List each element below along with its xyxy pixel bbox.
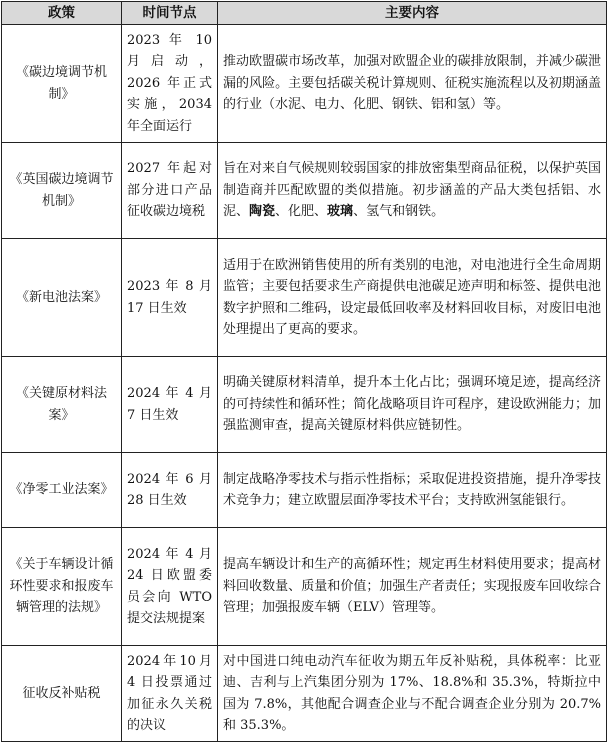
bold-term-ceramics: 陶瓷 (249, 204, 276, 220)
policy-cell: 《关于车辆设计循环性要求和报废车辆管理的法规》 (2, 528, 122, 646)
table-row (2, 528, 607, 646)
header-row (2, 2, 607, 25)
header-time: 时间节点 (122, 2, 218, 25)
content-cell: 适用于在欧洲销售使用的所有类别的电池，对电池进行全生命周期监管；主要包括要求生产商提供电池碳足迹声明和标签、提供电池数字护照和二维码，设定最低回收率及材料回收目标，对废旧电池处理提出了更高的要求。 (218, 239, 607, 357)
content-cell: 推动欧盟碳市场改革，加强对欧盟企业的碳排放限制，并减少碳泄漏的风险。主要包括碳关税计算规则、征税实施流程以及初期涵盖的行业（水泥、电力、化肥、钢铁、铝和氢）等。 (218, 25, 607, 143)
table-row (2, 25, 607, 143)
time-cell: 2027 年起对部分进口产品征收碳边境税 (122, 143, 218, 239)
policy-table (1, 1, 607, 742)
header-policy: 政策 (2, 2, 122, 25)
policy-cell: 征收反补贴税 (2, 646, 122, 742)
time-cell: 2024 年 6 月 28 日生效 (122, 453, 218, 528)
time-cell: 2024 年 4 月 24 日欧盟委员会向 WTO 提交法规提案 (122, 528, 218, 646)
content-cell (218, 143, 607, 239)
table-row (2, 143, 607, 239)
time-cell: 2024 年 4 月 7 日生效 (122, 357, 218, 453)
table-row (2, 453, 607, 528)
bold-term-glass: 玻璃 (327, 204, 354, 220)
policy-cell: 《新电池法案》 (2, 239, 122, 357)
content-text: 旨在对来自气候规则较弱国家的排放密集型商品征税，以保护英国制造商并匹配欧盟的类似措施。初步涵盖的产品大类包括铝、水泥、 (223, 161, 601, 220)
time-cell: 2023 年 8 月 17 日生效 (122, 239, 218, 357)
header-content: 主要内容 (218, 2, 607, 25)
table-row (2, 357, 607, 453)
policy-cell: 《碳边境调节机制》 (2, 25, 122, 143)
content-cell: 提高车辆设计和生产的高循环性；规定再生材料使用要求；提高材料回收数量、质量和价值；加强生产者责任；实现报废车回收综合管理；加强报废车辆（ELV）管理等。 (218, 528, 607, 646)
table-row (2, 646, 607, 742)
content-text: 、化肥、 (275, 204, 328, 220)
time-cell: 2023 年 10 月启动，2026 年正式实施，2034 年全面运行 (122, 25, 218, 143)
content-cell: 制定战略净零技术与指示性指标；采取促进投资措施，提升净零技术竞争力；建立欧盟层面净零技术平台；支持欧洲氢能银行。 (218, 453, 607, 528)
content-cell: 明确关键原材料清单，提升本土化占比；强调环境足迹，提高经济的可持续性和循环性；简化战略项目许可程序，建设欧洲能力；加强监测审查，提高关键原材料供应链韧性。 (218, 357, 607, 453)
policy-cell: 《净零工业法案》 (2, 453, 122, 528)
policy-cell: 《英国碳边境调节机制》 (2, 143, 122, 239)
content-cell: 对中国进口纯电动汽车征收为期五年反补贴税，具体税率：比亚迪、吉利与上汽集团分别为 17%、18.8%和 35.3%，特斯拉中国为 7.8%，其他配合调查企业与不配合调查企业分别为 20.7%和 35.3%。 (218, 646, 607, 742)
content-text: 、氢气和钢铁。 (353, 204, 445, 220)
policy-cell: 《关键原材料法案》 (2, 357, 122, 453)
table-row (2, 239, 607, 357)
time-cell: 2024年10月 4 日投票通过加征永久关税的决议 (122, 646, 218, 742)
